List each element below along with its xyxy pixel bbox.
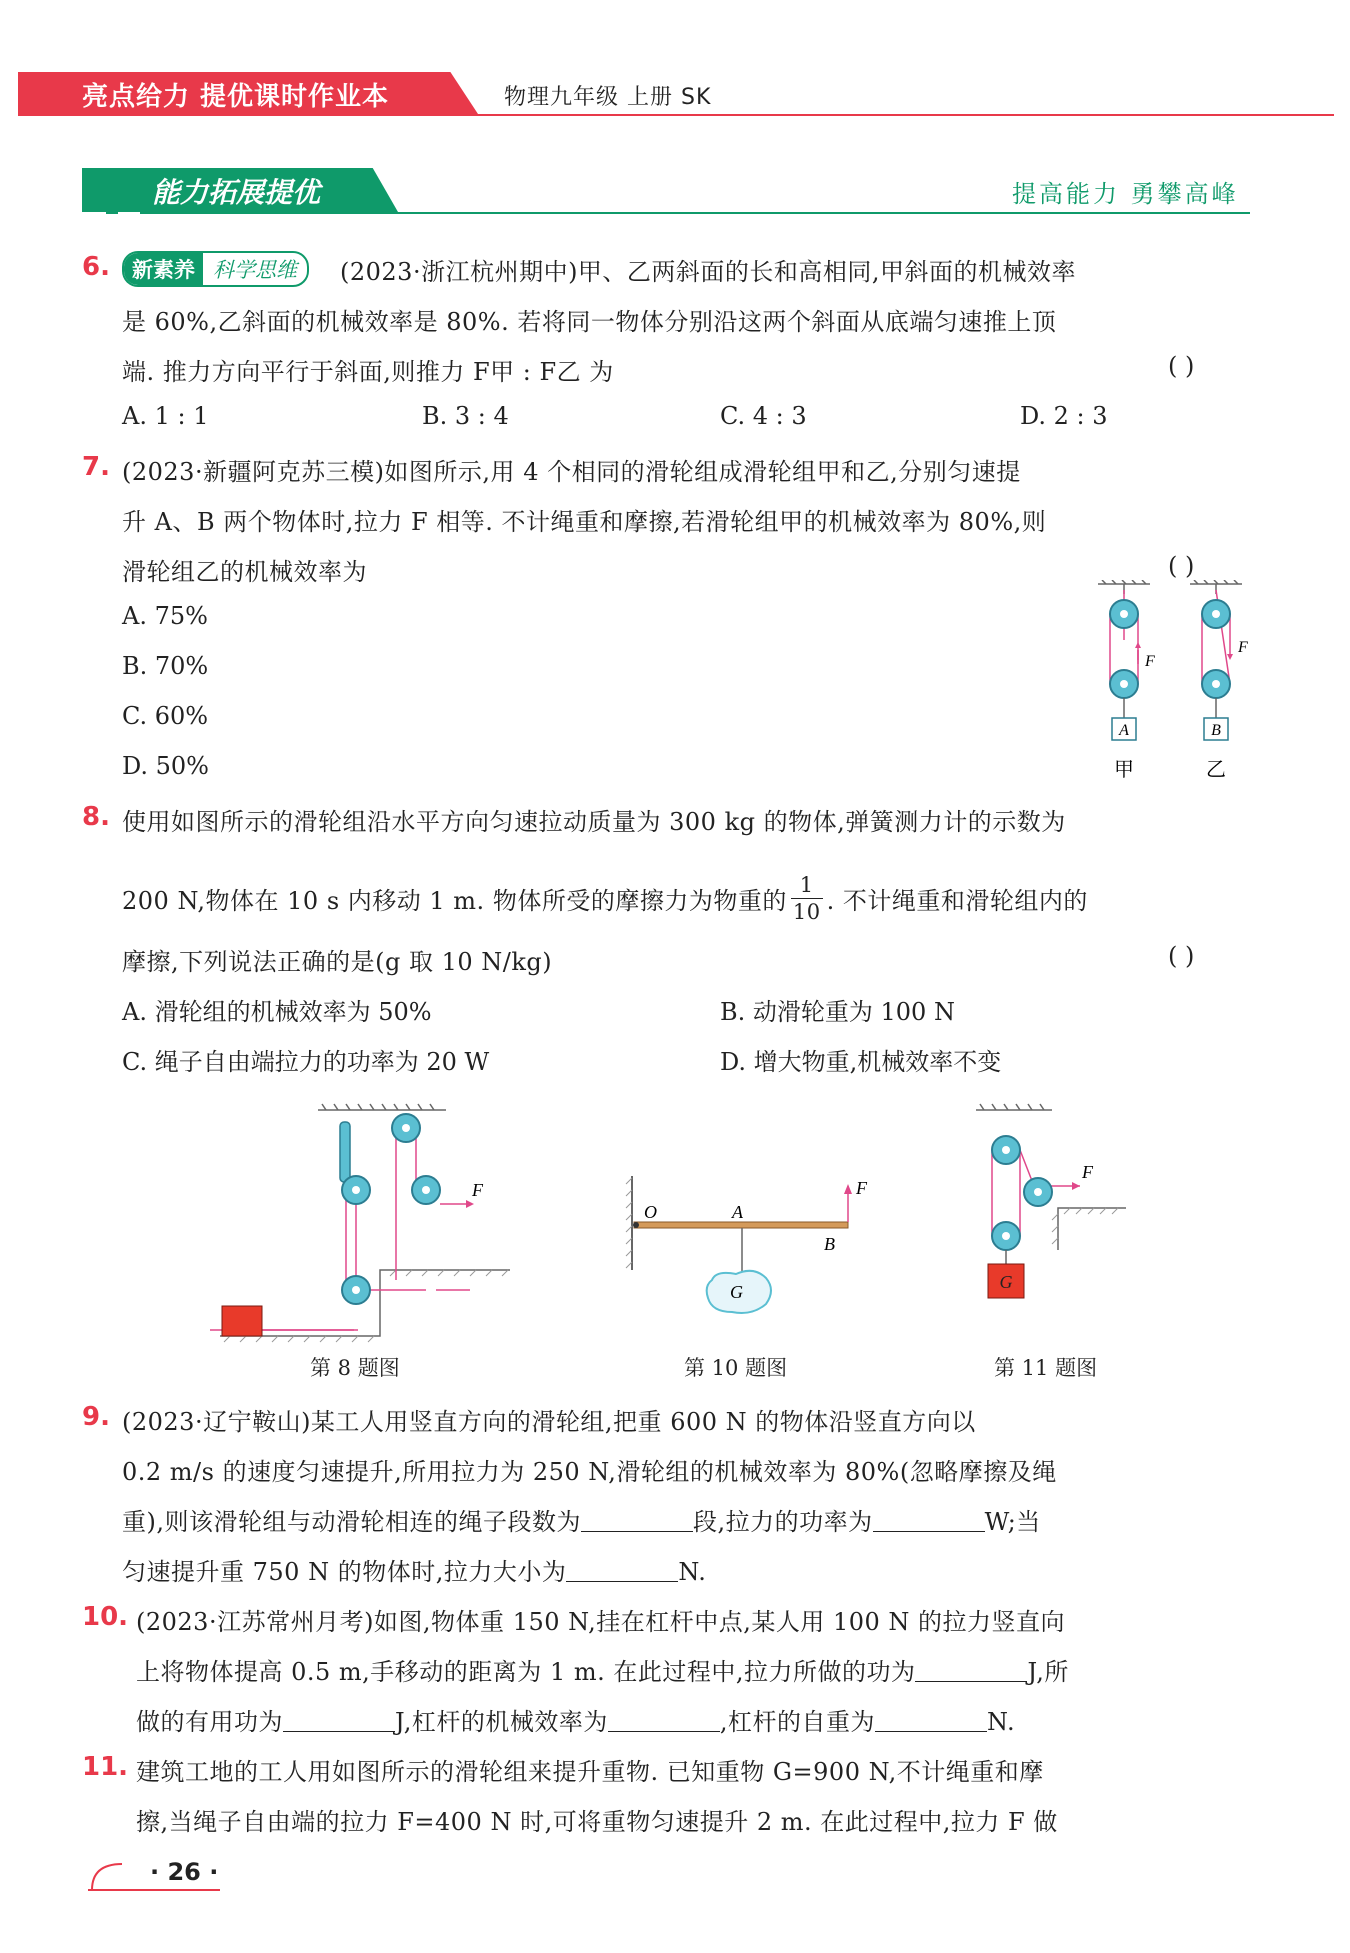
option-d: D. 增大物重,机械效率不变	[720, 1048, 1002, 1076]
q9-line2: 0.2 m/s 的速度匀速提升,所用拉力为 250 N,滑轮组的机械效率为 80%(忽略摩擦及绳	[122, 1458, 1057, 1486]
option-d: D. 2 : 3	[1020, 402, 1108, 430]
q8-line2	[122, 872, 1088, 925]
label-f: F	[856, 1178, 867, 1198]
fraction-denominator: 10	[792, 900, 821, 924]
page-number: · 26 ·	[150, 1858, 219, 1886]
answer-paren: ( )	[1168, 942, 1195, 970]
option-c: C. 4 : 3	[720, 402, 807, 430]
spring-scale	[340, 1122, 350, 1182]
q10-line2a: 上将物体提高 0.5 m,手移动的距离为 1 m. 在此过程中,拉力所做的功为	[136, 1658, 916, 1686]
q10-line3	[136, 1702, 1015, 1737]
pulley-figure-q7	[1090, 580, 1260, 790]
q10-line3c: ,杠杆的自重为	[719, 1708, 875, 1736]
section-slogan: 提高能力 勇攀高峰	[1012, 180, 1239, 208]
q10-line2b: J,所	[1027, 1658, 1069, 1686]
question-number: 9.	[82, 1402, 110, 1432]
tag-right: 科学思维	[213, 258, 297, 282]
q9-line4a: 匀速提升重 750 N 的物体时,拉力大小为	[122, 1558, 567, 1586]
answer-blank[interactable]	[566, 1559, 678, 1582]
q11-line2: 擦,当绳子自由端的拉力 F=400 N 时,可将重物匀速提升 2 m. 在此过程中,拉力 F 做	[136, 1808, 1058, 1836]
q7-line3: 滑轮组乙的机械效率为	[122, 558, 367, 586]
label-a: A	[1119, 722, 1129, 739]
answer-blank[interactable]	[581, 1509, 693, 1532]
q6-line1: (2023·浙江杭州期中)甲、乙两斜面的长和高相同,甲斜面的机械效率	[340, 258, 1077, 286]
q6-line2: 是 60%,乙斜面的机械效率是 80%. 若将同一物体分别沿这两个斜面从底端匀速推上顶	[122, 308, 1057, 336]
pulley-figure-q11	[970, 1100, 1130, 1340]
option-a: A. 1 : 1	[122, 402, 209, 430]
option-b: B. 70%	[122, 652, 209, 680]
q10-line3b: J,杠杆的机械效率为	[395, 1708, 608, 1736]
answer-blank[interactable]	[283, 1709, 395, 1732]
q9-line3	[122, 1502, 1041, 1537]
answer-blank[interactable]	[873, 1509, 985, 1532]
option-b: B. 3 : 4	[422, 402, 509, 430]
q9-line4b: N.	[678, 1558, 707, 1586]
answer-blank[interactable]	[915, 1659, 1027, 1682]
label-o: O	[644, 1202, 657, 1222]
book-subject: 物理九年级 上册 SK	[504, 85, 712, 110]
label-b: B	[1211, 722, 1221, 739]
q10-line3a: 做的有用功为	[136, 1708, 283, 1736]
fraction-numerator: 1	[799, 873, 814, 897]
q10-line3d: N.	[986, 1708, 1016, 1736]
section-title: 能力拓展提优	[152, 176, 321, 209]
label-b: B	[824, 1234, 835, 1254]
q9-line3c: W;当	[984, 1508, 1041, 1536]
answer-paren: ( )	[1168, 352, 1195, 380]
fraction	[791, 872, 823, 925]
q8-line3: 摩擦,下列说法正确的是(g 取 10 N/kg)	[122, 948, 553, 976]
label-f: F	[1082, 1162, 1093, 1182]
figure-caption: 第 8 题图	[310, 1356, 400, 1380]
q8-line2a: 200 N,物体在 10 s 内移动 1 m. 物体所受的摩擦力为物重的	[122, 887, 787, 915]
header-rule	[18, 114, 1334, 116]
block	[222, 1306, 262, 1336]
q7-line2: 升 A、B 两个物体时,拉力 F 相等. 不计绳重和摩擦,若滑轮组甲的机械效率为 80%,则	[122, 508, 1047, 536]
q9-line1: (2023·辽宁鞍山)某工人用竖直方向的滑轮组,把重 600 N 的物体沿竖直方向以	[122, 1408, 976, 1436]
label-f: F	[472, 1180, 483, 1200]
question-number: 8.	[82, 802, 110, 832]
answer-blank[interactable]	[608, 1709, 720, 1732]
q8-line2b: . 不计绳重和滑轮组内的	[826, 887, 1088, 915]
book-title: 亮点给力 提优课时作业本	[82, 82, 390, 112]
q6-line3: 端. 推力方向平行于斜面,则推力 F甲 : F乙 为	[122, 358, 614, 386]
label-g: G	[999, 1272, 1013, 1292]
tag-left: 新素养	[124, 253, 203, 285]
label-f: F	[1145, 653, 1155, 670]
q7-line1: (2023·新疆阿克苏三模)如图所示,用 4 个相同的滑轮组成滑轮组甲和乙,分别匀速提	[122, 458, 1021, 486]
literacy-tag	[122, 251, 309, 287]
option-a: A. 滑轮组的机械效率为 50%	[122, 998, 432, 1026]
q10-line2	[136, 1652, 1069, 1687]
label-f: F	[1238, 639, 1248, 656]
q10-line1: (2023·江苏常州月考)如图,物体重 150 N,挂在杠杆中点,某人用 100 N 的拉力竖直向	[136, 1608, 1066, 1636]
label-jia: 甲	[1114, 759, 1134, 781]
label-g: G	[730, 1282, 743, 1302]
lever-figure-q10	[620, 1170, 870, 1340]
option-a: A. 75%	[122, 602, 208, 630]
q8-line1: 使用如图所示的滑轮组沿水平方向匀速拉动质量为 300 kg 的物体,弹簧测力计的示数为	[122, 808, 1066, 836]
q9-line3a: 重),则该滑轮组与动滑轮相连的绳子段数为	[122, 1508, 581, 1536]
pulley-figure-q8	[210, 1100, 520, 1350]
question-number: 7.	[82, 452, 110, 482]
label-a: A	[732, 1202, 743, 1222]
option-c: C. 绳子自由端拉力的功率为 20 W	[122, 1048, 490, 1076]
question-number: 10.	[82, 1602, 129, 1632]
footer-rule	[88, 1889, 220, 1891]
label-yi: 乙	[1206, 759, 1226, 781]
question-number: 11.	[82, 1752, 129, 1782]
question-number: 6.	[82, 252, 110, 282]
q9-line3b: 段,拉力的功率为	[693, 1508, 873, 1536]
figure-caption: 第 10 题图	[684, 1356, 788, 1380]
option-d: D. 50%	[122, 752, 209, 780]
figure-caption: 第 11 题图	[994, 1356, 1098, 1380]
q11-line1: 建筑工地的工人用如图所示的滑轮组来提升重物. 已知重物 G=900 N,不计绳重和摩	[136, 1758, 1044, 1786]
option-c: C. 60%	[122, 702, 209, 730]
q9-line4	[122, 1552, 706, 1587]
section-rule	[140, 212, 1250, 214]
answer-paren: ( )	[1168, 552, 1195, 580]
answer-blank[interactable]	[875, 1709, 987, 1732]
option-b: B. 动滑轮重为 100 N	[720, 998, 955, 1026]
